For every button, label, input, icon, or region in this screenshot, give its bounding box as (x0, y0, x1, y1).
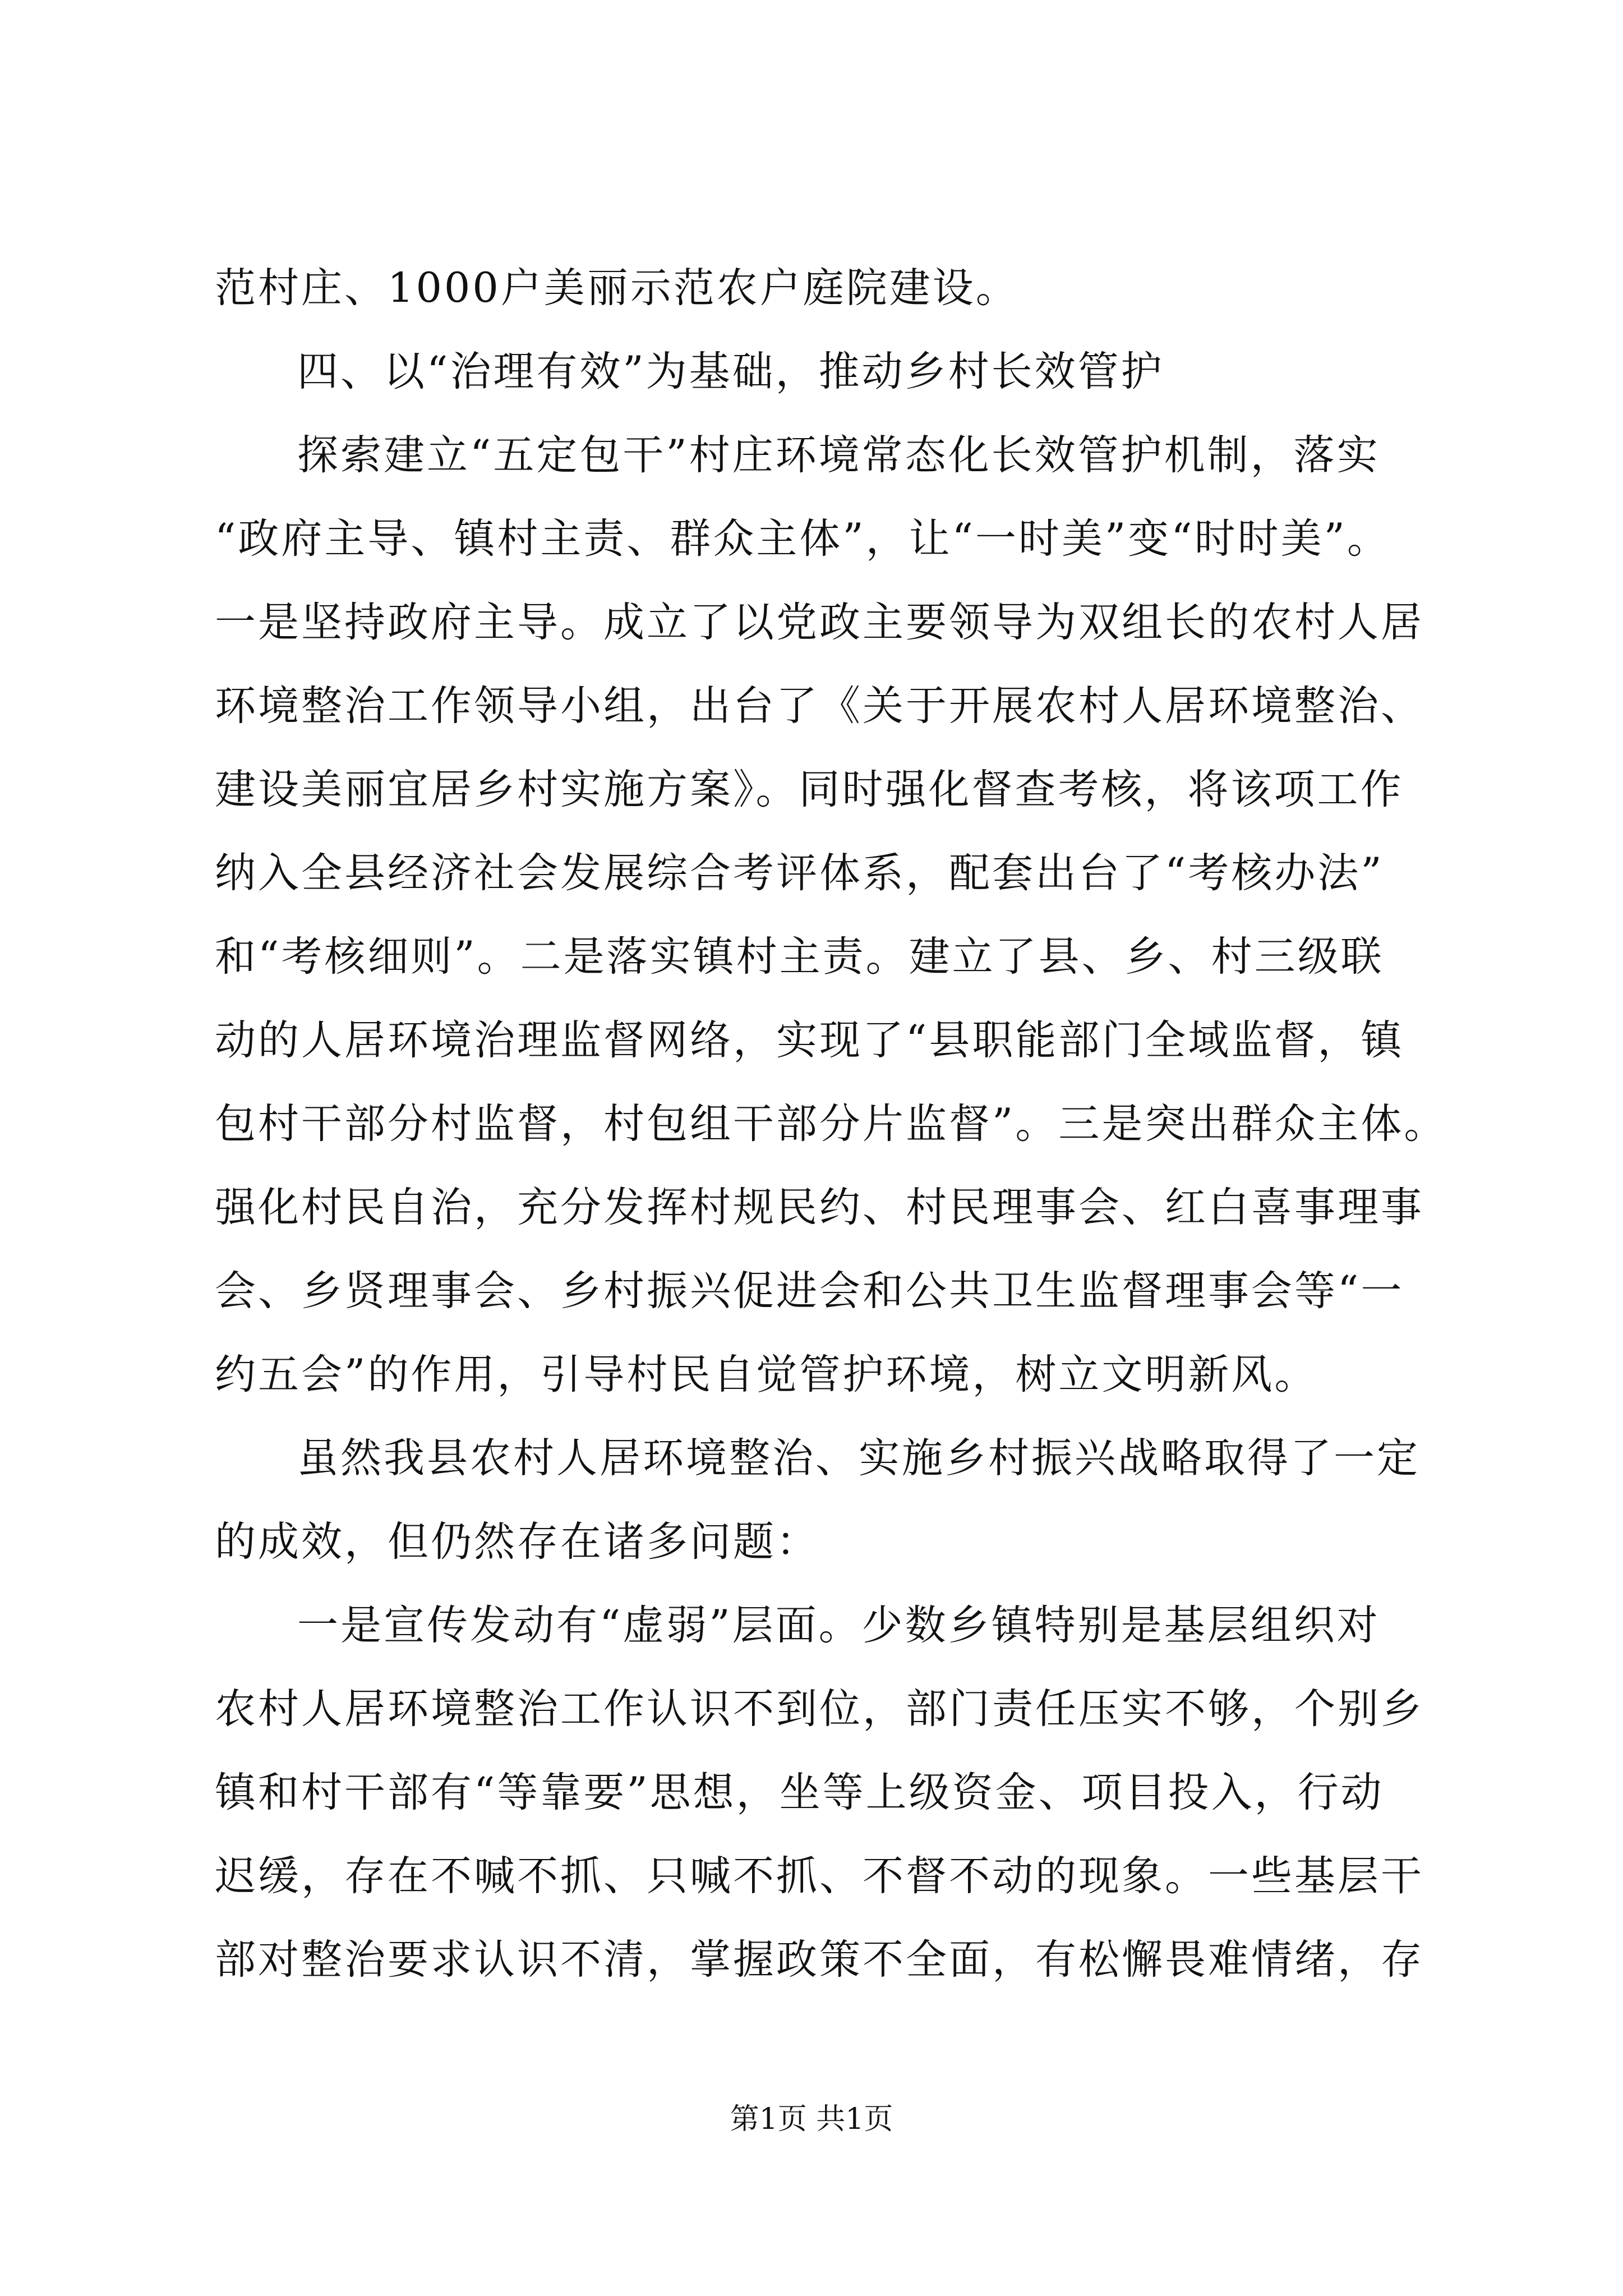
text-line: 会、乡贤理事会、乡村振兴促进会和公共卫生监督理事会等“一 (215, 1267, 1404, 1315)
text-line: 一是坚持政府主导。成立了以党政主要领导为双组长的农村人居 (215, 599, 1424, 646)
text-line: 一是宣传发动有“虚弱”层面。少数乡镇特别是基层组织对 (297, 1602, 1380, 1649)
text-line: 建设美丽宜居乡村实施方案》。同时强化督查考核，将该项工作 (215, 766, 1404, 813)
text-line: 包村干部分村监督，村包组干部分片监督”。三是突出群众主体。 (215, 1100, 1447, 1148)
section-heading: 四、以“治理有效”为基础，推动乡村长效管护 (297, 348, 1164, 395)
text-line: 环境整治工作领导小组，出台了《关于开展农村人居环境整治、 (215, 682, 1424, 730)
text-line: 强化村民自治，充分发挥村规民约、村民理事会、红白喜事理事 (215, 1184, 1424, 1231)
text-line: 农村人居环境整治工作认识不到位，部门责任压实不够，个别乡 (215, 1685, 1424, 1733)
text-line: 探索建立“五定包干”村庄环境常态化长效管护机制，落实 (297, 431, 1380, 479)
text-line: “政府主导、镇村主责、群众主体”，让“一时美”变“时时美”。 (215, 515, 1390, 563)
text-line: 镇和村干部有“等靠要”思想，坐等上级资金、项目投入，行动 (215, 1769, 1384, 1816)
text-line: 约五会”的作用，引导村民自觉管护环境，树立文明新风。 (215, 1351, 1318, 1398)
text-line: 的成效，但仍然存在诸多问题： (215, 1518, 819, 1566)
text-line: 动的人居环境治理监督网络，实现了“县职能部门全域监督，镇 (215, 1016, 1404, 1064)
text-line: 和“考核细则”。二是落实镇村主责。建立了县、乡、村三级联 (215, 933, 1384, 981)
text-line: 纳入全县经济社会发展综合考评体系，配套出台了“考核办法” (215, 849, 1384, 897)
text-line: 迟缓，存在不喊不抓、只喊不抓、不督不动的现象。一些基层干 (215, 1852, 1424, 1900)
text-line: 部对整治要求认识不清，掌握政策不全面，有松懈畏难情绪，存 (215, 1936, 1424, 1984)
text-line: 范村庄、1000户美丽示范农户庭院建设。 (215, 264, 1019, 312)
page-footer: 第1页 共1页 (730, 2102, 893, 2136)
text-line: 虽然我县农村人居环境整治、实施乡村振兴战略取得了一定 (297, 1434, 1420, 1482)
